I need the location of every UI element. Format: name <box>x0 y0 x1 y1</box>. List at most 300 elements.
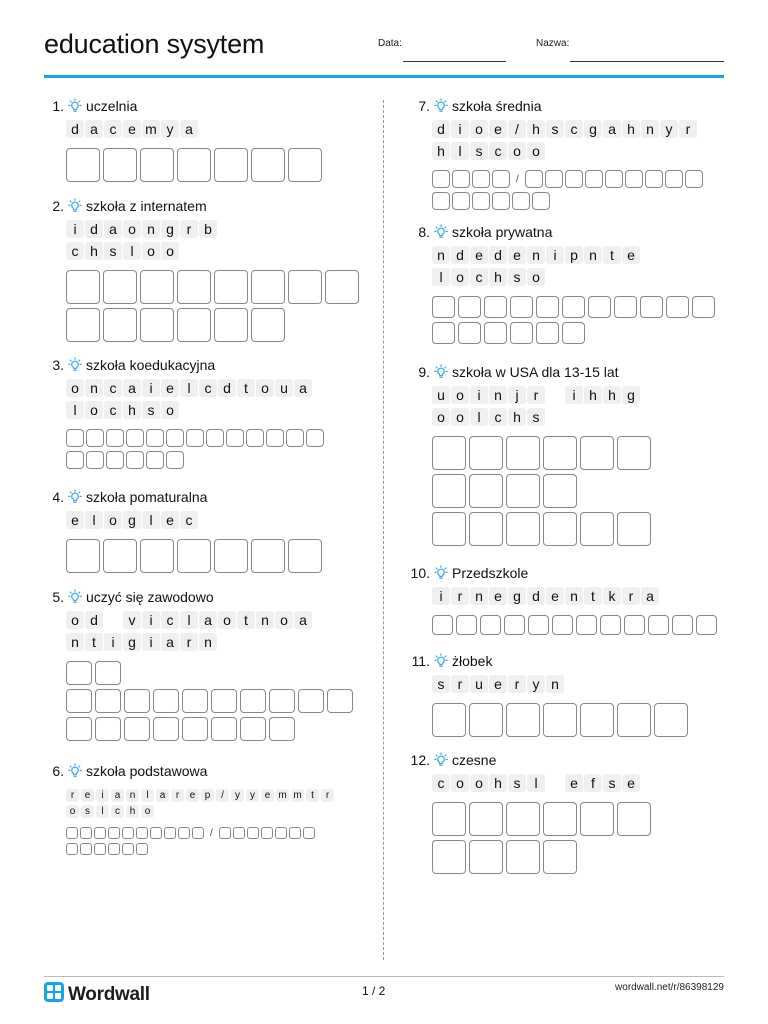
answer-boxes[interactable] <box>44 827 364 839</box>
letter-tile: r <box>508 675 526 693</box>
answer-box[interactable] <box>80 827 92 839</box>
answer-box[interactable] <box>614 296 637 318</box>
letter-tile: i <box>470 386 488 404</box>
answer-boxes[interactable] <box>44 843 364 855</box>
answer-box[interactable] <box>146 451 164 469</box>
answer-boxes[interactable] <box>44 148 364 182</box>
page-number: 1 / 2 <box>362 984 386 998</box>
letter-row <box>44 509 364 531</box>
question-number: 12. <box>410 752 430 768</box>
answer-box[interactable] <box>580 436 614 470</box>
answer-box[interactable] <box>600 615 621 635</box>
date-field-line[interactable] <box>403 61 506 62</box>
letter-tile: c <box>104 120 122 138</box>
answer-box[interactable] <box>472 170 490 188</box>
question-number: 10. <box>410 565 430 581</box>
answer-box[interactable] <box>432 703 466 737</box>
answer-box[interactable] <box>66 148 100 182</box>
answer-box[interactable] <box>66 308 100 342</box>
letter-tile: c <box>180 511 198 529</box>
answer-box[interactable] <box>672 615 693 635</box>
letter-tile: n <box>256 611 274 629</box>
answer-box[interactable] <box>472 192 490 210</box>
answer-box[interactable] <box>543 840 577 874</box>
answer-boxes[interactable] <box>410 840 730 874</box>
answer-box[interactable] <box>617 802 651 836</box>
question-prompt: szkoła średnia <box>452 98 542 114</box>
answer-box[interactable] <box>288 539 322 573</box>
answer-box[interactable] <box>206 429 224 447</box>
answer-box[interactable] <box>140 539 174 573</box>
answer-box[interactable] <box>432 474 466 508</box>
answer-box[interactable] <box>214 148 248 182</box>
answer-box[interactable] <box>456 615 477 635</box>
letter-tile: o <box>104 511 122 529</box>
answer-box[interactable] <box>86 429 104 447</box>
answer-box[interactable] <box>124 689 150 713</box>
answer-box[interactable] <box>580 802 614 836</box>
question-number: 8. <box>418 224 430 240</box>
answer-box[interactable] <box>66 843 78 855</box>
answer-box[interactable] <box>469 436 503 470</box>
answer-box[interactable] <box>543 703 577 737</box>
answer-box[interactable] <box>186 429 204 447</box>
letter-tile <box>546 774 564 792</box>
answer-boxes[interactable] <box>44 451 364 469</box>
answer-box[interactable] <box>126 451 144 469</box>
answer-boxes[interactable] <box>44 270 364 304</box>
answer-box[interactable] <box>182 717 208 741</box>
letter-row <box>44 240 364 262</box>
answer-box[interactable] <box>251 539 285 573</box>
letter-tile: t <box>85 633 103 651</box>
letter-tile: g <box>161 220 179 238</box>
answer-box[interactable] <box>506 474 540 508</box>
lightbulb-icon <box>68 763 82 779</box>
answer-box[interactable] <box>327 689 353 713</box>
answer-box[interactable] <box>94 843 106 855</box>
answer-box[interactable] <box>233 827 245 839</box>
answer-box[interactable] <box>66 539 100 573</box>
column-divider <box>383 100 384 960</box>
answer-box[interactable] <box>666 296 689 318</box>
answer-box[interactable] <box>432 296 455 318</box>
letter-tile: g <box>622 386 640 404</box>
answer-box[interactable] <box>66 270 100 304</box>
letter-tile: o <box>508 142 526 160</box>
answer-box[interactable] <box>452 170 470 188</box>
answer-box[interactable] <box>510 322 533 344</box>
answer-box[interactable] <box>95 689 121 713</box>
answer-box[interactable] <box>492 170 510 188</box>
letter-tile: i <box>142 633 160 651</box>
letter-tile: g <box>123 633 141 651</box>
letter-tile: i <box>66 220 84 238</box>
answer-box[interactable] <box>177 148 211 182</box>
letter-tile: t <box>603 246 621 264</box>
answer-box[interactable] <box>94 827 106 839</box>
answer-box[interactable] <box>588 296 611 318</box>
answer-boxes[interactable] <box>410 802 730 836</box>
answer-box[interactable] <box>140 148 174 182</box>
answer-box[interactable] <box>66 827 78 839</box>
answer-box[interactable] <box>177 539 211 573</box>
answer-box[interactable] <box>452 192 470 210</box>
letter-tile: e <box>161 511 179 529</box>
answer-box[interactable] <box>432 802 466 836</box>
question-9 <box>410 362 730 546</box>
answer-box[interactable] <box>66 451 84 469</box>
answer-box[interactable] <box>576 615 597 635</box>
letter-tile: t <box>237 379 255 397</box>
letter-tile: y <box>231 789 244 802</box>
answer-box[interactable] <box>166 451 184 469</box>
answer-box[interactable] <box>504 615 525 635</box>
answer-box[interactable] <box>226 429 244 447</box>
letter-row <box>410 118 730 140</box>
answer-box[interactable] <box>432 322 455 344</box>
name-label: Nazwa: <box>536 38 570 49</box>
letter-tile: h <box>85 242 103 260</box>
letter-tile: y <box>660 120 678 138</box>
answer-box[interactable] <box>177 308 211 342</box>
answer-box[interactable] <box>469 840 503 874</box>
question-10 <box>410 563 730 635</box>
answer-box[interactable] <box>617 436 651 470</box>
answer-box[interactable] <box>484 296 507 318</box>
answer-box[interactable] <box>545 170 563 188</box>
answer-box[interactable] <box>108 843 120 855</box>
letter-tile: c <box>161 611 179 629</box>
letter-row <box>410 406 730 428</box>
letter-tile: e <box>161 379 179 397</box>
letter-tile: o <box>470 774 488 792</box>
letter-row <box>44 118 364 140</box>
answer-box[interactable] <box>214 308 248 342</box>
answer-boxes[interactable] <box>44 429 364 447</box>
letter-tile: e <box>123 120 141 138</box>
answer-box[interactable] <box>562 322 585 344</box>
answer-box[interactable] <box>106 451 124 469</box>
answer-box[interactable] <box>214 270 248 304</box>
answer-box[interactable] <box>298 689 324 713</box>
question-prompt: szkoła pomaturalna <box>86 489 208 505</box>
answer-box[interactable] <box>469 474 503 508</box>
answer-box[interactable] <box>178 827 190 839</box>
answer-box[interactable] <box>506 512 540 546</box>
answer-box[interactable] <box>458 322 481 344</box>
letter-tile: e <box>261 789 274 802</box>
letter-tile: c <box>432 774 450 792</box>
letter-tile: e <box>622 246 640 264</box>
question-prompt: uczyć się zawodowo <box>86 589 214 605</box>
letter-tile: l <box>432 268 450 286</box>
answer-box[interactable] <box>103 148 137 182</box>
answer-box[interactable] <box>469 802 503 836</box>
answer-boxes[interactable] <box>410 703 730 737</box>
answer-box[interactable] <box>95 661 121 685</box>
answer-box[interactable] <box>80 843 92 855</box>
answer-box[interactable] <box>484 322 507 344</box>
answer-box[interactable] <box>251 148 285 182</box>
answer-box[interactable] <box>696 615 717 635</box>
answer-box[interactable] <box>66 689 92 713</box>
answer-box[interactable] <box>645 170 663 188</box>
answer-box[interactable] <box>251 308 285 342</box>
answer-box[interactable] <box>432 192 450 210</box>
answer-box[interactable] <box>289 827 301 839</box>
answer-box[interactable] <box>108 827 120 839</box>
answer-box[interactable] <box>240 689 266 713</box>
letter-tile: e <box>489 587 507 605</box>
letter-tile: n <box>199 633 217 651</box>
answer-box[interactable] <box>66 429 84 447</box>
letter-tile: o <box>432 408 450 426</box>
answer-box[interactable] <box>432 436 466 470</box>
letter-tile: f <box>584 774 602 792</box>
letter-row <box>44 803 364 819</box>
answer-box[interactable] <box>269 717 295 741</box>
letter-tile: n <box>66 633 84 651</box>
answer-box[interactable] <box>536 296 559 318</box>
letter-tile: a <box>294 379 312 397</box>
answer-boxes[interactable] <box>410 474 730 508</box>
answer-separator: / <box>210 827 213 839</box>
answer-box[interactable] <box>288 148 322 182</box>
letter-tile: a <box>123 379 141 397</box>
answer-box[interactable] <box>432 615 453 635</box>
lightbulb-icon <box>434 364 448 380</box>
answer-box[interactable] <box>246 429 264 447</box>
answer-box[interactable] <box>562 296 585 318</box>
answer-box[interactable] <box>106 429 124 447</box>
letter-tile: r <box>66 789 79 802</box>
answer-box[interactable] <box>552 615 573 635</box>
answer-box[interactable] <box>103 539 137 573</box>
answer-box[interactable] <box>625 170 643 188</box>
question-prompt: Przedszkole <box>452 565 529 581</box>
answer-box[interactable] <box>685 170 703 188</box>
letter-tile: o <box>161 242 179 260</box>
answer-box[interactable] <box>211 689 237 713</box>
letter-tile: s <box>546 120 564 138</box>
answer-box[interactable] <box>251 270 285 304</box>
answer-box[interactable] <box>261 827 273 839</box>
answer-box[interactable] <box>103 270 137 304</box>
letter-tile: h <box>489 268 507 286</box>
letter-row <box>44 787 364 803</box>
answer-box[interactable] <box>182 689 208 713</box>
letter-tile: o <box>451 386 469 404</box>
question-11 <box>410 651 730 737</box>
answer-box[interactable] <box>654 703 688 737</box>
answer-box[interactable] <box>288 270 322 304</box>
answer-box[interactable] <box>306 429 324 447</box>
answer-box[interactable] <box>140 308 174 342</box>
answer-boxes[interactable] <box>410 192 730 210</box>
answer-box[interactable] <box>103 308 137 342</box>
lightbulb-icon <box>68 489 82 505</box>
question-number: 6. <box>52 763 64 779</box>
answer-box[interactable] <box>240 717 266 741</box>
answer-boxes[interactable] <box>410 436 730 470</box>
answer-separator: / <box>516 173 519 185</box>
answer-boxes[interactable] <box>44 308 364 342</box>
lightbulb-icon <box>434 224 448 240</box>
letter-tile: c <box>104 379 122 397</box>
letter-tile: n <box>85 379 103 397</box>
letter-tile: s <box>470 142 488 160</box>
letter-tile: c <box>470 268 488 286</box>
answer-box[interactable] <box>480 615 501 635</box>
wordwall-logo[interactable] <box>44 982 150 1007</box>
answer-box[interactable] <box>177 270 211 304</box>
answer-box[interactable] <box>192 827 204 839</box>
answer-boxes[interactable] <box>44 539 364 573</box>
answer-box[interactable] <box>458 296 481 318</box>
answer-box[interactable] <box>506 840 540 874</box>
letter-tile: r <box>451 675 469 693</box>
answer-box[interactable] <box>510 296 533 318</box>
answer-box[interactable] <box>469 512 503 546</box>
answer-boxes[interactable] <box>44 717 364 741</box>
answer-box[interactable] <box>164 827 176 839</box>
answer-boxes[interactable] <box>44 689 364 713</box>
letter-tile: h <box>123 401 141 419</box>
name-field-line[interactable] <box>570 61 724 62</box>
answer-box[interactable] <box>153 689 179 713</box>
letter-row <box>410 384 730 406</box>
answer-box[interactable] <box>122 827 134 839</box>
question-prompt: szkoła koedukacyjna <box>86 357 216 373</box>
answer-box[interactable] <box>140 270 174 304</box>
answer-box[interactable] <box>211 717 237 741</box>
answer-box[interactable] <box>247 827 259 839</box>
answer-boxes[interactable] <box>410 322 730 344</box>
answer-box[interactable] <box>528 615 549 635</box>
answer-box[interactable] <box>506 802 540 836</box>
answer-boxes[interactable] <box>44 661 364 685</box>
answer-box[interactable] <box>617 512 651 546</box>
answer-box[interactable] <box>525 170 543 188</box>
answer-box[interactable] <box>136 827 148 839</box>
letter-tile: i <box>546 246 564 264</box>
answer-box[interactable] <box>432 512 466 546</box>
answer-box[interactable] <box>565 170 583 188</box>
answer-box[interactable] <box>266 429 284 447</box>
answer-boxes[interactable] <box>410 296 730 318</box>
letter-tile: s <box>104 242 122 260</box>
answer-box[interactable] <box>146 429 164 447</box>
letter-tile: o <box>527 268 545 286</box>
answer-box[interactable] <box>492 192 510 210</box>
letter-tile: n <box>546 675 564 693</box>
answer-box[interactable] <box>543 436 577 470</box>
answer-boxes[interactable] <box>410 170 730 188</box>
letter-tile: h <box>622 120 640 138</box>
letter-tile: r <box>622 587 640 605</box>
answer-box[interactable] <box>665 170 683 188</box>
answer-box[interactable] <box>286 429 304 447</box>
letter-tile: e <box>565 774 583 792</box>
letter-tile: o <box>66 805 79 818</box>
answer-box[interactable] <box>303 827 315 839</box>
letter-tile: d <box>451 246 469 264</box>
answer-box[interactable] <box>275 827 287 839</box>
answer-box[interactable] <box>269 689 295 713</box>
answer-box[interactable] <box>506 436 540 470</box>
answer-box[interactable] <box>325 270 359 304</box>
answer-box[interactable] <box>506 703 540 737</box>
letter-tile: h <box>527 120 545 138</box>
answer-box[interactable] <box>219 827 231 839</box>
answer-box[interactable] <box>617 703 651 737</box>
answer-box[interactable] <box>648 615 669 635</box>
answer-boxes[interactable] <box>410 615 730 635</box>
letter-tile: p <box>565 246 583 264</box>
answer-box[interactable] <box>124 717 150 741</box>
answer-box[interactable] <box>580 703 614 737</box>
question-number: 11. <box>411 653 430 669</box>
answer-box[interactable] <box>122 843 134 855</box>
answer-box[interactable] <box>585 170 603 188</box>
letter-tile: c <box>66 242 84 260</box>
letter-row <box>44 377 364 399</box>
answer-box[interactable] <box>536 322 559 344</box>
answer-box[interactable] <box>640 296 663 318</box>
answer-box[interactable] <box>624 615 645 635</box>
answer-box[interactable] <box>543 474 577 508</box>
answer-boxes[interactable] <box>410 512 730 546</box>
answer-box[interactable] <box>66 717 92 741</box>
source-url[interactable]: wordwall.net/r/86398129 <box>615 982 724 993</box>
question-prompt: szkoła w USA dla 13-15 lat <box>452 364 619 380</box>
letter-tile: k <box>603 587 621 605</box>
letter-tile: s <box>603 774 621 792</box>
answer-box[interactable] <box>66 661 92 685</box>
letter-tile: e <box>546 587 564 605</box>
answer-box[interactable] <box>126 429 144 447</box>
answer-box[interactable] <box>543 802 577 836</box>
answer-box[interactable] <box>543 512 577 546</box>
answer-box[interactable] <box>692 296 715 318</box>
answer-box[interactable] <box>432 170 450 188</box>
question-prompt: szkoła prywatna <box>452 224 553 240</box>
answer-box[interactable] <box>214 539 248 573</box>
question-prompt: szkoła z internatem <box>86 198 207 214</box>
answer-box[interactable] <box>136 843 148 855</box>
answer-box[interactable] <box>166 429 184 447</box>
answer-box[interactable] <box>153 717 179 741</box>
letter-tile <box>546 386 564 404</box>
letter-tile: m <box>276 789 289 802</box>
answer-box[interactable] <box>432 840 466 874</box>
letter-tile: a <box>603 120 621 138</box>
answer-box[interactable] <box>580 512 614 546</box>
letter-tile: s <box>527 408 545 426</box>
answer-box[interactable] <box>532 192 550 210</box>
answer-box[interactable] <box>86 451 104 469</box>
question-prompt: czesne <box>452 752 497 768</box>
answer-box[interactable] <box>95 717 121 741</box>
answer-box[interactable] <box>605 170 623 188</box>
answer-box[interactable] <box>512 192 530 210</box>
lightbulb-icon <box>68 589 82 605</box>
answer-box[interactable] <box>150 827 162 839</box>
letter-tile: c <box>565 120 583 138</box>
answer-box[interactable] <box>469 703 503 737</box>
lightbulb-icon <box>68 357 82 373</box>
